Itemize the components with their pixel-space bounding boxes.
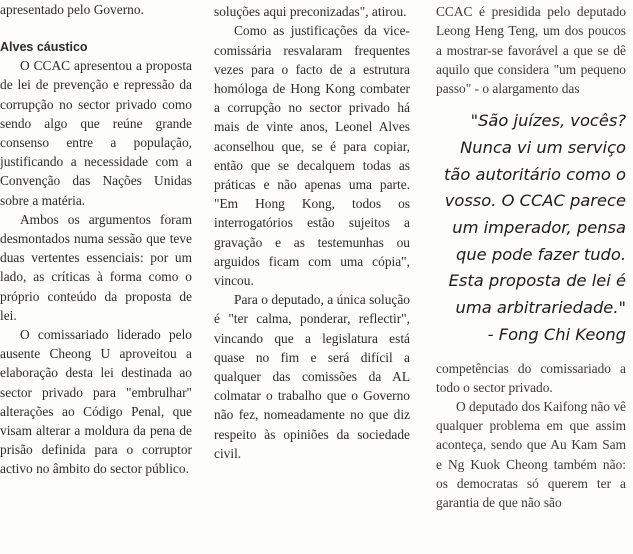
pull-quote-author: - Fong Chi Keong xyxy=(487,324,626,344)
paragraph: Ambos os argumentos foram desmontados numa sessão que teve duas vertentes essenciais: por um lado, as críticas à forma como o próprio conteúdo da proposta de lei. xyxy=(0,211,192,323)
paragraph: O CCAC apresentou a proposta de lei de prevenção e repressão da corrupção no sector privado como sendo algo que reúne grande consenso entre a população, justificando a necessidade com a Convenção das Nações Unidas sobre a matéria. xyxy=(0,58,192,208)
column-2 xyxy=(214,0,410,463)
column-3 xyxy=(436,0,626,512)
pull-quote: "São juízes, vocês? Nunca vi um serviço tão autoritário como o vosso. O CCAC parece um imperador, pensa que pode fazer tudo. Esta proposta de lei é uma arbitrariedade." xyxy=(444,111,626,318)
paragraph: O deputado dos Kaifong não vê qualquer problema em que assim aconteça, sendo que Au Kam Sam e Ng Kuok Cheong também não: os democratas só querem ter a garantia de que não são xyxy=(436,398,626,510)
subheading: Alves cáustico xyxy=(0,40,88,55)
column-1 xyxy=(0,0,192,479)
paragraph: CCAC é presidida pelo deputado Leong Heng Teng, um dos poucos a mostrar-se favorável a que se dê aquilo que considera "um pequeno passo" - o alargamento das xyxy=(436,4,626,97)
paragraph: Para o deputado, a única solução é "ter calma, ponderar, reflectir", vincando que a legislatura está quase no fim e será difícil a qualquer das comissões da AL colmatar o trabalho que o Governo não fez, nomeadamente no que diz respeito às opiniões da sociedade civil. xyxy=(214,292,410,461)
paragraph: Como as justificações da vice-comissária resvalaram frequentes vezes para o facto de a estrutura homóloga de Hong Kong combater a corrupção no sector privado há mais de vinte anos, Leonel Alves aconselhou que, se é para copiar, então que se decalquem todas as práticas e não apenas uma parte. "Em Hong Kong, todos os interrogatórios estão sujeitos a gravação e as testemunhas ou arguidos ficam com uma cópia", vincou. xyxy=(214,23,410,289)
paragraph: O comissariado liderado pelo ausente Cheong U aproveitou a elaboração desta lei destinada ao sector privado para "embrulhar" alterações ao Código Penal, que visam alterar a moldura da pena de prisão definida para o corruptor activo no âmbito do sector público. xyxy=(0,327,192,477)
paragraph: competências do comissariado a todo o sector privado. xyxy=(436,360,626,395)
paragraph: apresentado pelo Governo. xyxy=(0,2,144,17)
paragraph: soluções aqui preconizadas", atirou. xyxy=(214,4,407,20)
